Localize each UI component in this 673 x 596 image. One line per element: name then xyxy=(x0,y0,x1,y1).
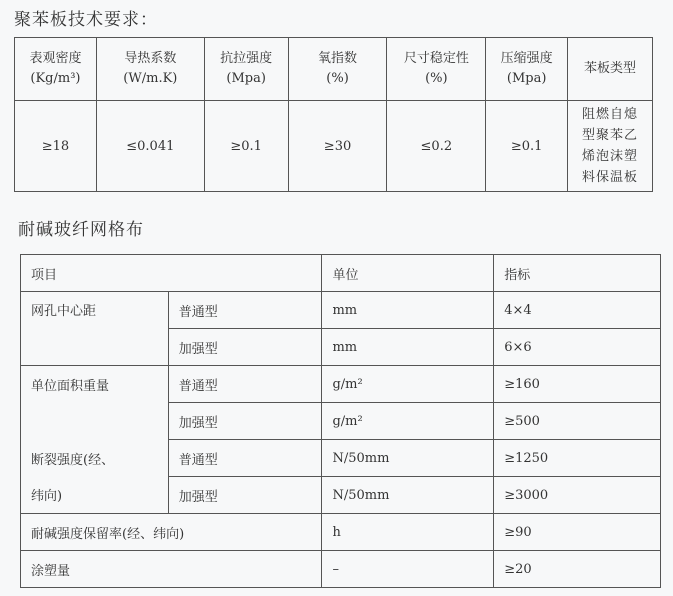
sub-type: 加强型 xyxy=(168,403,322,440)
header-board-type: 苯板类型 xyxy=(568,38,653,101)
unit-cell: mm xyxy=(322,329,494,366)
table-row xyxy=(21,440,661,477)
header-item: 项目 xyxy=(21,255,322,292)
mesh-section-title: 耐碱玻纤网格布 xyxy=(18,220,144,240)
unit-cell: – xyxy=(322,551,494,588)
header-conductivity: 导热系数 (W/m.K) xyxy=(96,38,204,101)
label-blank xyxy=(21,403,169,440)
table-row xyxy=(21,366,661,403)
value-dimensional-stability: ≤0.2 xyxy=(387,101,486,192)
unit-cell: h xyxy=(322,514,494,551)
sub-type: 加强型 xyxy=(168,329,322,366)
polystyrene-section-title: 聚苯板技术要求： xyxy=(14,10,158,30)
table-row xyxy=(21,477,661,514)
value-cell: ≥90 xyxy=(494,514,661,551)
label-breaking-strength-cont: 纬向) xyxy=(21,477,169,514)
value-tensile: ≥0.1 xyxy=(204,101,288,192)
value-cell: 6×6 xyxy=(494,329,661,366)
table-row xyxy=(21,514,661,551)
header-tensile: 抗拉强度 (Mpa) xyxy=(204,38,288,101)
table-row xyxy=(15,101,653,192)
table-header-row xyxy=(15,38,653,101)
value-density: ≥18 xyxy=(15,101,97,192)
value-cell: ≥3000 xyxy=(494,477,661,514)
sub-type: 加强型 xyxy=(168,477,322,514)
unit-cell: N/50mm xyxy=(322,440,494,477)
table-row xyxy=(21,551,661,588)
sub-type: 普通型 xyxy=(168,292,322,329)
unit-cell: g/m² xyxy=(322,403,494,440)
value-cell: ≥1250 xyxy=(494,440,661,477)
value-conductivity: ≤0.041 xyxy=(96,101,204,192)
value-cell: ≥500 xyxy=(494,403,661,440)
table-row xyxy=(21,403,661,440)
header-unit: 单位 xyxy=(322,255,494,292)
header-oxygen-index: 氧指数 (%) xyxy=(288,38,387,101)
sub-type: 普通型 xyxy=(168,440,322,477)
value-cell: 4×4 xyxy=(494,292,661,329)
polystyrene-spec-table xyxy=(14,37,653,192)
label-coating-amount: 涂塑量 xyxy=(21,551,322,588)
header-index: 指标 xyxy=(494,255,661,292)
value-compressive: ≥0.1 xyxy=(486,101,568,192)
header-compressive: 压缩强度 (Mpa) xyxy=(486,38,568,101)
sub-type: 普通型 xyxy=(168,366,322,403)
label-mesh-center: 网孔中心距 xyxy=(21,292,169,366)
unit-cell: N/50mm xyxy=(322,477,494,514)
label-breaking-strength: 断裂强度(经、 xyxy=(21,440,169,477)
mesh-spec-table xyxy=(20,254,661,588)
header-dimensional-stability: 尺寸稳定性 (%) xyxy=(387,38,486,101)
unit-cell: mm xyxy=(322,292,494,329)
label-unit-weight: 单位面积重量 xyxy=(21,366,169,403)
header-density: 表观密度 (Kg/m³) xyxy=(15,38,97,101)
table-header-row xyxy=(21,255,661,292)
value-board-type: 阻燃自熄 型聚苯乙 烯泡沫塑 料保温板 xyxy=(568,101,653,192)
label-alkali-retention: 耐碱强度保留率(经、纬向) xyxy=(21,514,322,551)
value-cell: ≥160 xyxy=(494,366,661,403)
value-cell: ≥20 xyxy=(494,551,661,588)
table-row xyxy=(21,292,661,329)
value-oxygen-index: ≥30 xyxy=(288,101,387,192)
unit-cell: g/m² xyxy=(322,366,494,403)
